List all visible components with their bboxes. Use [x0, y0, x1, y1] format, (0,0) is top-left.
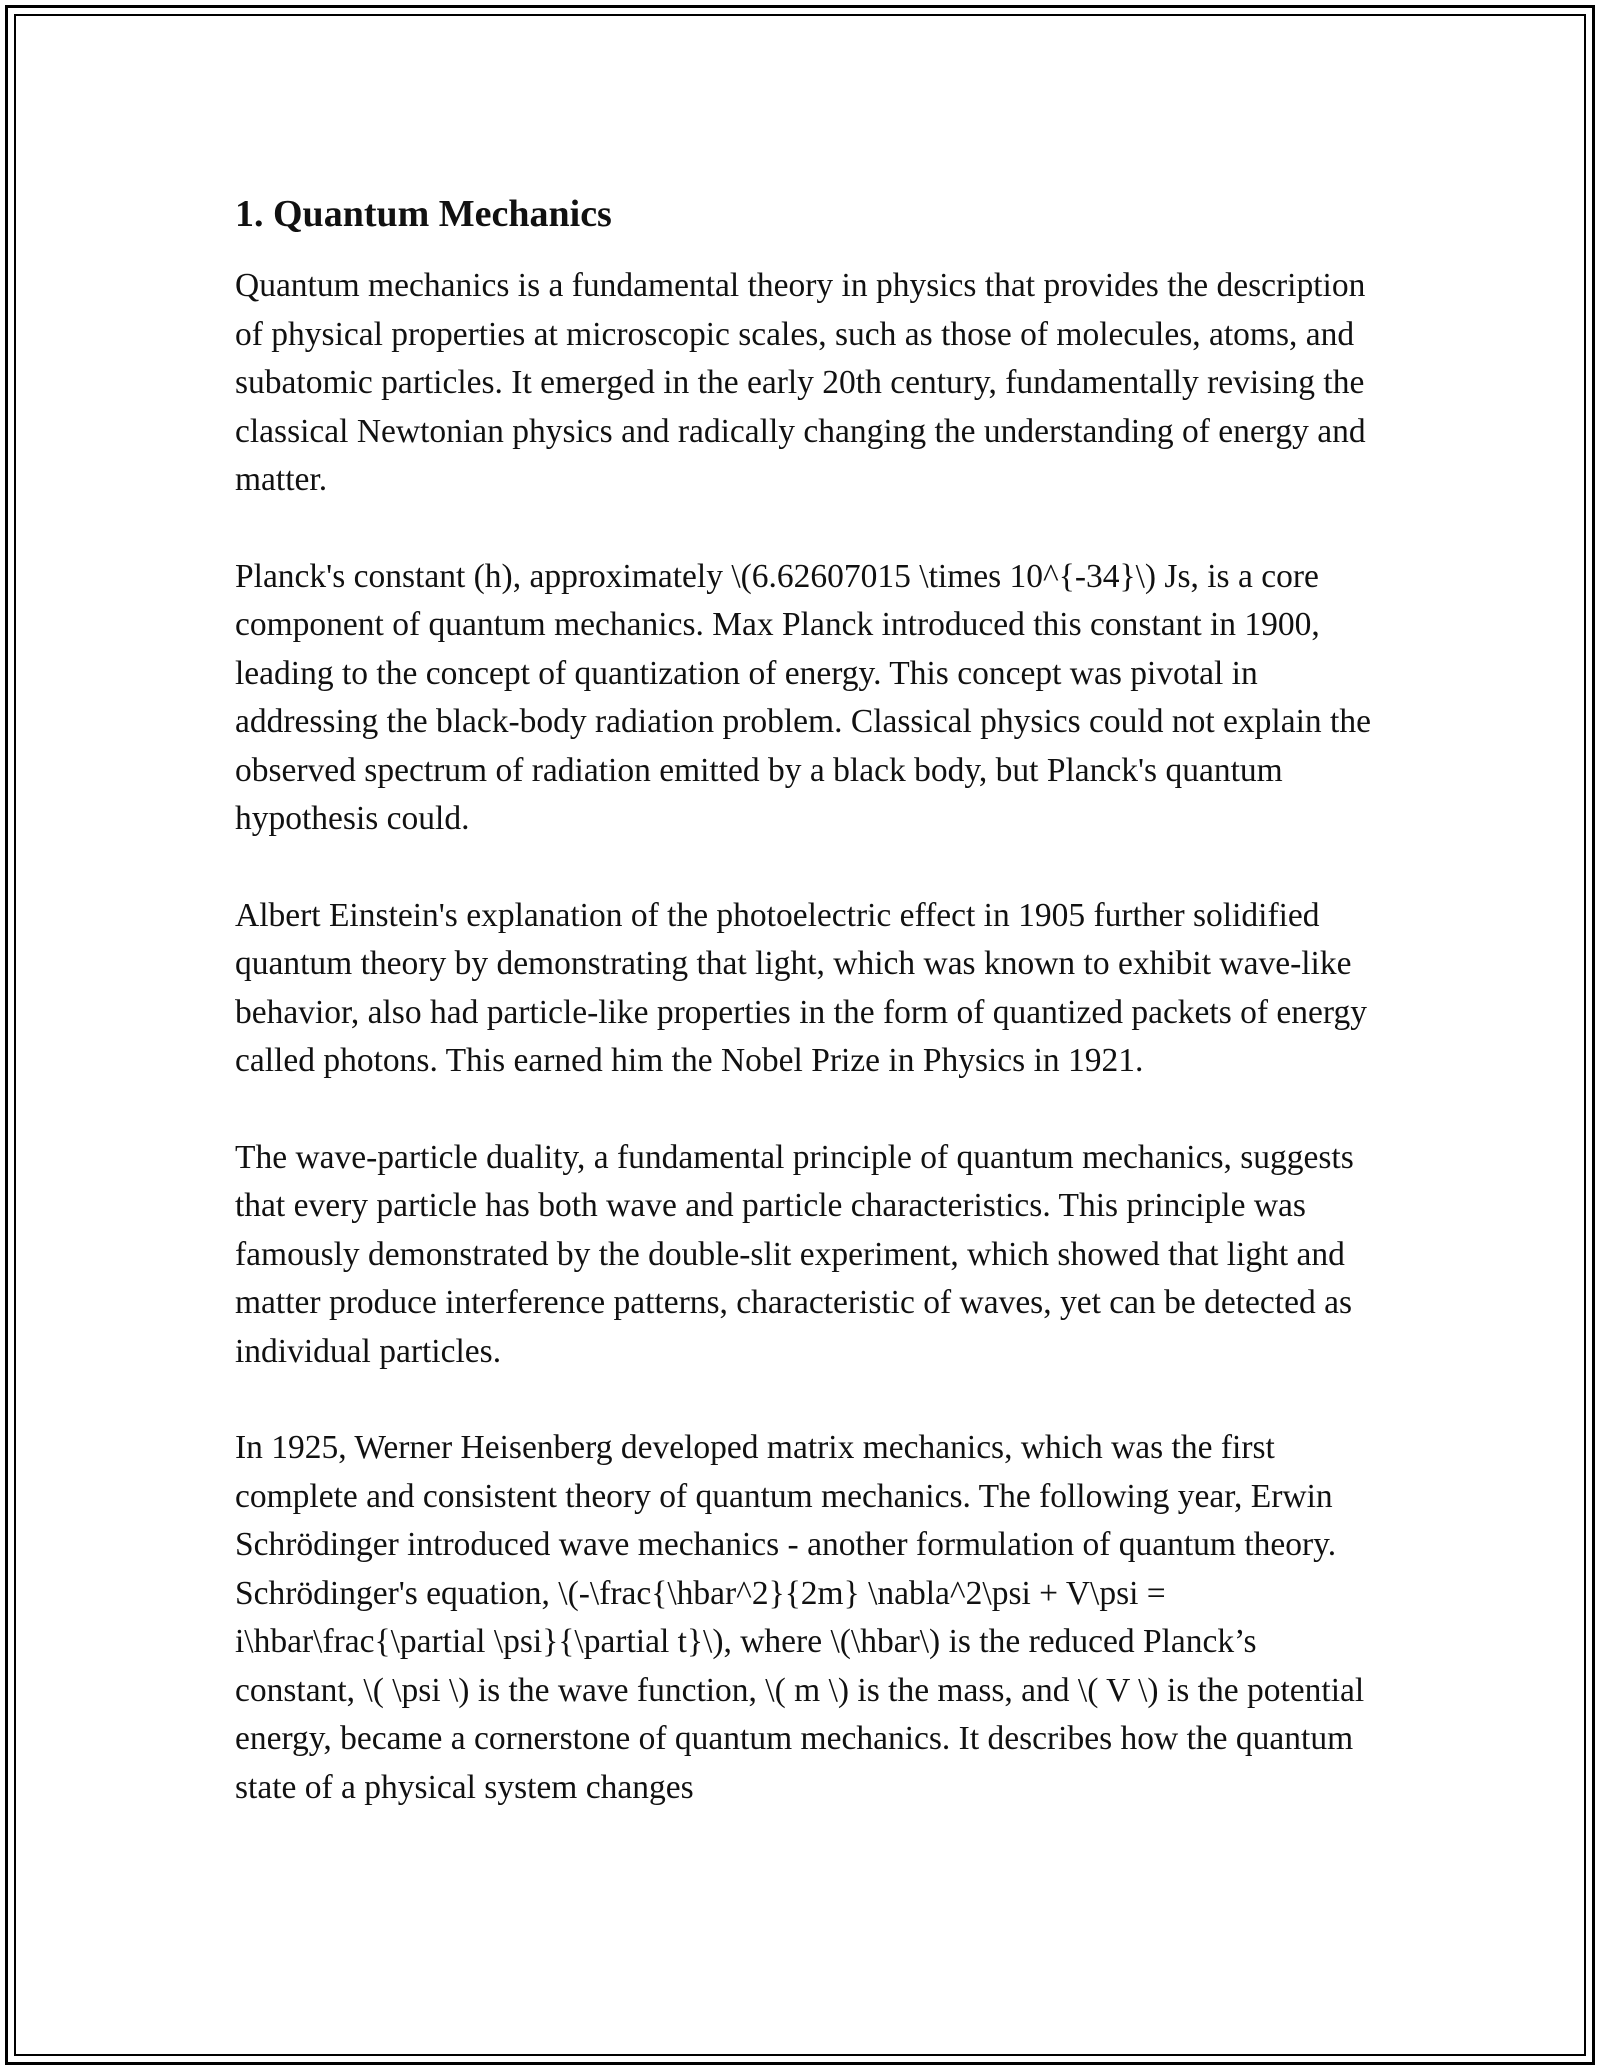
document-body: [235, 188, 1375, 1860]
paragraph-wave-particle-duality: The wave-particle duality, a fundamental principle of quantum mechanics, suggests that every particle has both wave and particle characteristics. This principle was famously demonstrated by the double-slit experiment, which showed that light and matter produce interference patterns, characteristic of waves, yet can be detected as individual particles.: [235, 1138, 1354, 1370]
paragraph-heisenberg-schrodinger: In 1925, Werner Heisenberg developed matrix mechanics, which was the first complete and consistent theory of quantum mechanics. The following year, Erwin Schrödinger introduced wave mechanics - another formulation of quantum theory. Schrödinger's equation, \(-\frac{\hbar^2}{2m} \nabla^2\psi + V\psi = i\hbar\frac{\partial \psi}{\partial t}\), where \(\hbar\) is the reduced Planck’s constant, \( \psi \) is the wave function, \( m \) is the mass, and \( V \) is the potential energy, became a cornerstone of quantum mechanics. It describes how the quantum state of a physical system changes: [235, 1429, 1365, 1806]
paragraph-intro: Quantum mechanics is a fundamental theory in physics that provides the description of physical properties at microscopic scales, such as those of molecules, atoms, and subatomic particles. It emerged in the early 20th century, fundamentally revising the classical Newtonian physics and radically changing the understanding of energy and matter.: [235, 267, 1366, 498]
section-title: 1. Quantum Mechanics: [235, 193, 612, 235]
paragraph-photoelectric-effect: Albert Einstein's explanation of the photoelectric effect in 1905 further solidified quantum theory by demonstrating that light, which was known to exhibit wave-like behavior, also had particle-like properties in the form of quantized packets of energy called photons. This earned him the Nobel Prize in Physics in 1921.: [235, 896, 1367, 1079]
paragraph-planck-constant: Planck's constant (h), approximately \(6.62607015 \times 10^{-34}\) Js, is a core component of quantum mechanics. Max Planck introduced this constant in 1900, leading to the concept of quantization of energy. This concept was pivotal in addressing the black-body radiation problem. Classical physics could not explain the observed spectrum of radiation emitted by a black body, but Planck's quantum hypothesis could.: [235, 557, 1371, 837]
